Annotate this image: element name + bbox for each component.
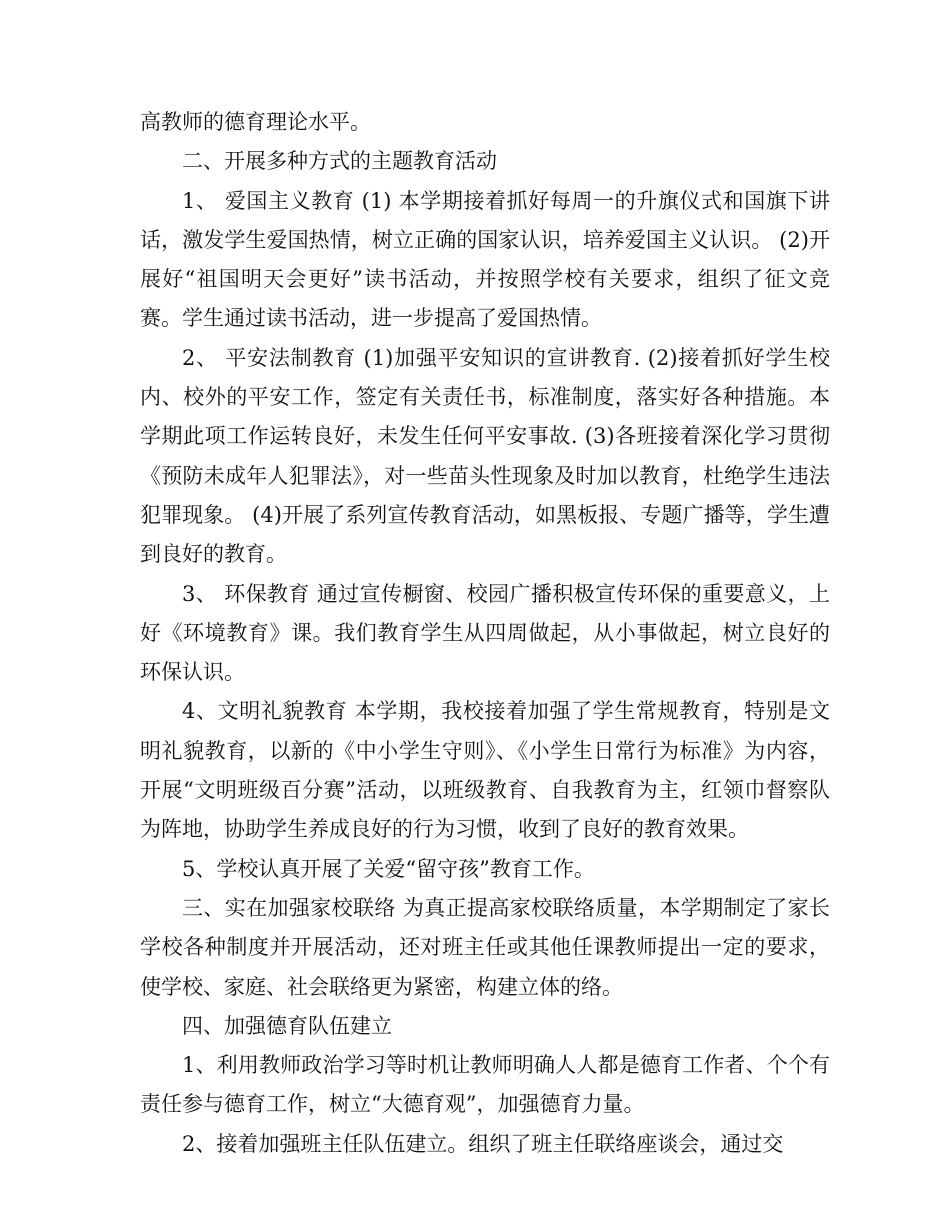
paragraph-safety-law-education: 2、 平安法制教育 (1)加强平安知识的宣讲教育. (2)接着抓好学生校内、校外的平安工作，签定有关责任书，标准制度，落实好各种措施。本学期此项工作运转良好，未发生任何平安事故. (3)各班接着深化学习贯彻《预防未成年人犯罪法》，对一些苗头性现象及时加以教育，杜绝学生违法犯罪现象。 (4)开展了系列宣传教育活动，如黑板报、专题广播等，学生遭到良好的教育。 <box>140 345 830 567</box>
paragraph-teacher-political-study: 1、利用教师政治学习等时机让教师明确人人都是德育工作者、个个有责任参与德育工作，树立“大德育观”，加强德育力量。 <box>140 1053 830 1117</box>
paragraph-continuation: 高教师的德育理论水平。 <box>140 110 371 134</box>
paragraph-home-school-contact: 三、实在加强家校联络 为真正提高家校联络质量，本学期制定了家长学校各种制度并开展活动，还对班主任或其他任课教师提出一定的要求，使学校、家庭、社会联络更为紧密，构建立体的络。 <box>140 895 830 999</box>
paragraph-civility-education: 4、文明礼貌教育 本学期，我校接着加强了学生常规教育，特别是文明礼貌教育，以新的《中小学生守则》、《小学生日常行为标准》为内容，开展“文明班级百分赛”活动，以班级教育、自我教育为主，红领巾督察队为阵地，协助学生养成良好的行为习惯，收到了良好的教育效果。 <box>140 699 830 842</box>
paragraph-left-behind-children: 5、学校认真开展了关爱“留守孩”教育工作。 <box>182 856 595 881</box>
paragraph-patriotism-education: 1、 爱国主义教育 (1) 本学期接着抓好每周一的升旗仪式和国旗下讲话，激发学生爱国热情，树立正确的国家认识，培养爱国主义认识。 (2)开展好“祖国明天会更好”读书活动，并按照学校有关要求，组织了征文竞赛。学生通过读书活动，进一步提高了爱国热情。 <box>140 188 830 331</box>
section-heading-4: 四、加强德育队伍建立 <box>182 1013 392 1038</box>
paragraph-environment-education: 3、 环保教育 通过宣传橱窗、校园广播积极宣传环保的重要意义，上好《环境教育》课。我们教育学生从四周做起，从小事做起，树立良好的环保认识。 <box>140 581 830 685</box>
document-body <box>140 103 830 1164</box>
section-heading-2: 二、开展多种方式的主题教育活动 <box>182 149 497 174</box>
paragraph-class-teacher-team: 2、接着加强班主任队伍建立。组织了班主任联络座谈会，通过交 <box>182 1131 784 1156</box>
